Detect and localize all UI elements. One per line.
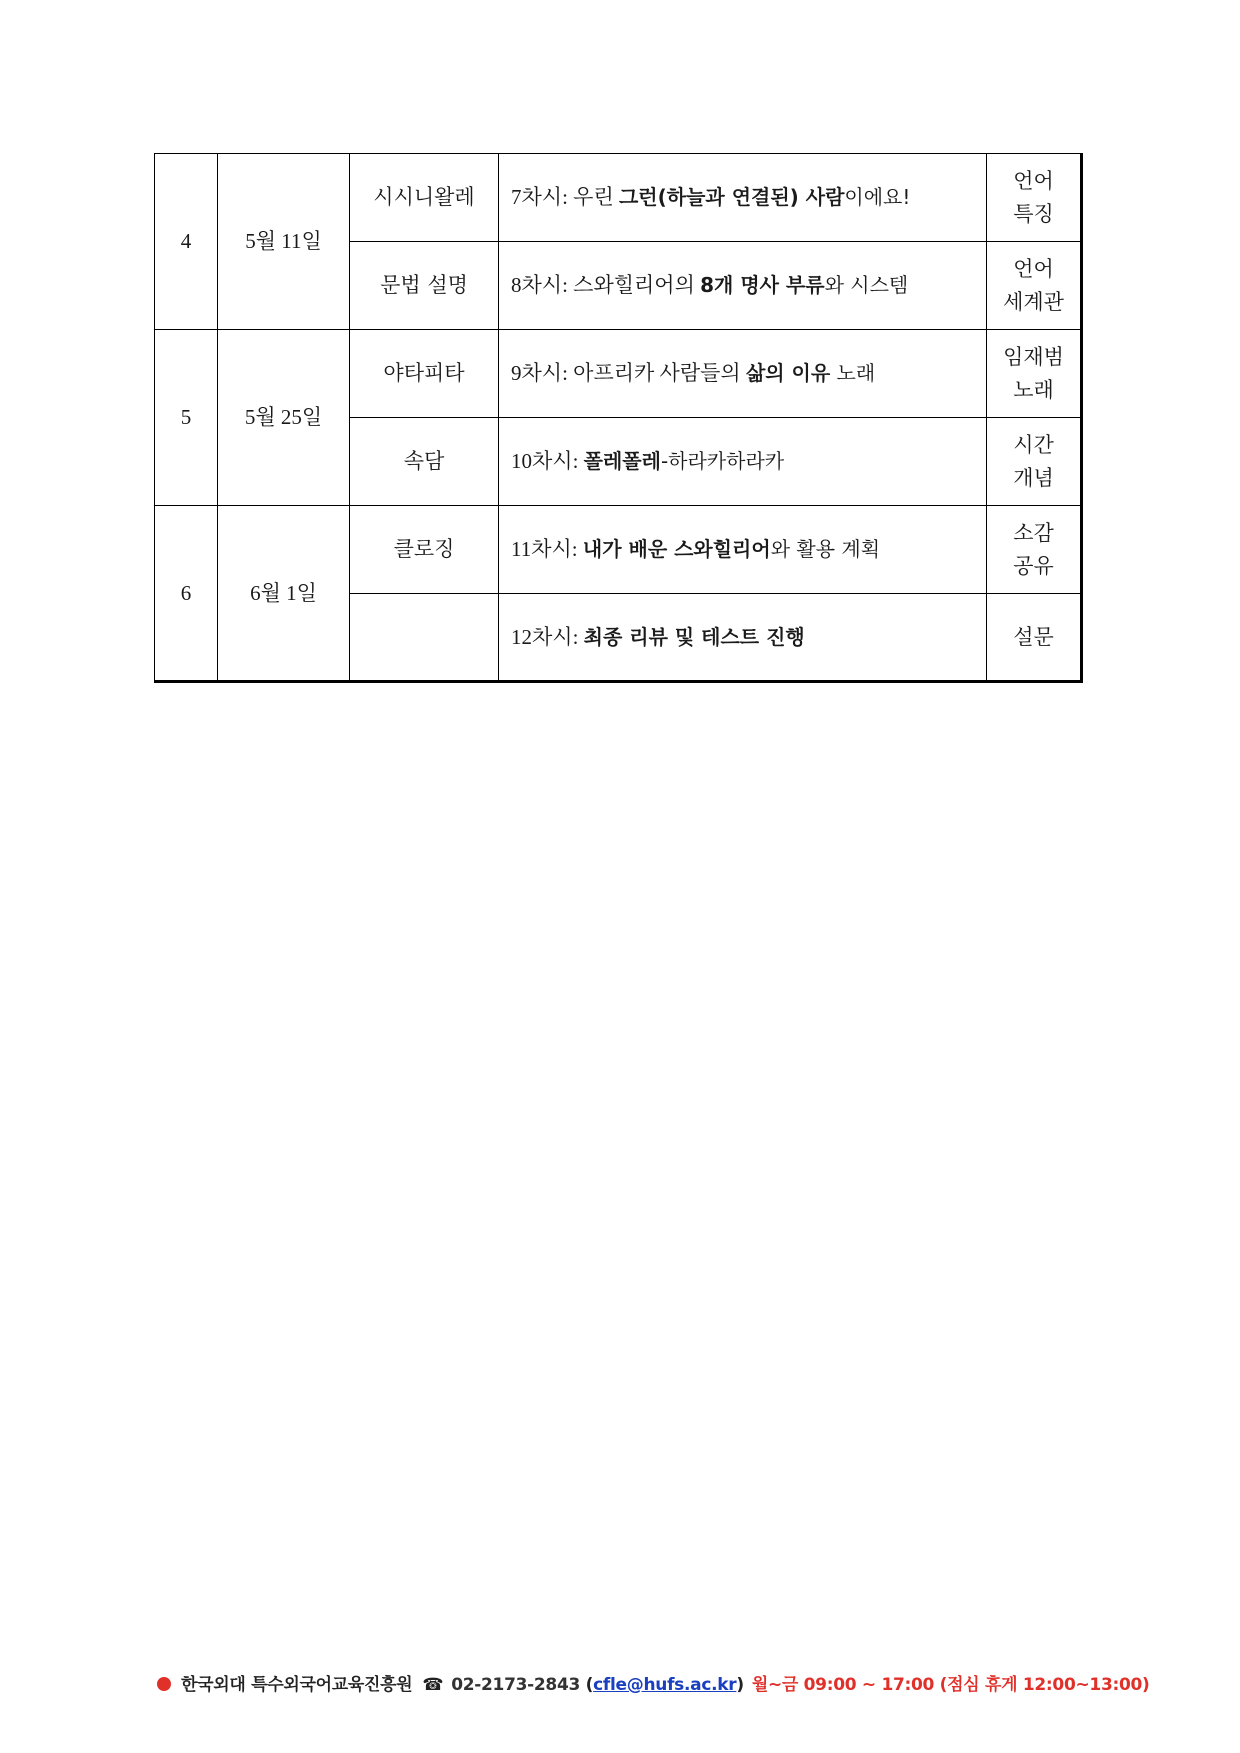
lesson-topic [350, 594, 499, 682]
lesson-content: 7차시: 우린 그런(하늘과 연결된) 사람이에요! [499, 154, 987, 242]
phone-icon: ☎ [422, 1675, 444, 1695]
lesson-note: 시간 개념 [987, 418, 1082, 506]
session-number: 4 [155, 154, 218, 330]
table-row [155, 506, 1082, 594]
footer-email-link[interactable]: cfle@hufs.ac.kr [593, 1675, 737, 1695]
footer-hours: 월~금 09:00 ~ 17:00 (점심 휴게 12:00~13:00) [751, 1675, 1150, 1695]
footer-org: 한국외대 특수외국어교육진흥원 [181, 1675, 413, 1695]
lesson-topic: 야타피타 [350, 330, 499, 418]
lesson-topic: 시시니왈레 [350, 154, 499, 242]
table-row [155, 154, 1082, 242]
lesson-topic: 클로징 [350, 506, 499, 594]
lesson-note: 설문 [987, 594, 1082, 682]
lesson-content: 9차시: 아프리카 사람들의 삶의 이유 노래 [499, 330, 987, 418]
lesson-note: 언어 특징 [987, 154, 1082, 242]
lesson-note: 임재범 노래 [987, 330, 1082, 418]
red-dot-icon [157, 1677, 171, 1691]
email-close-paren: ) [736, 1675, 744, 1695]
schedule-table [154, 153, 1083, 683]
session-date: 5월 25일 [218, 330, 350, 506]
lesson-content: 11차시: 내가 배운 스와힐리어와 활용 계획 [499, 506, 987, 594]
lesson-note: 언어 세계관 [987, 242, 1082, 330]
lesson-content: 12차시: 최종 리뷰 및 테스트 진행 [499, 594, 987, 682]
session-number: 6 [155, 506, 218, 682]
session-date: 5월 11일 [218, 154, 350, 330]
lesson-topic: 속담 [350, 418, 499, 506]
table-row [155, 330, 1082, 418]
session-date: 6월 1일 [218, 506, 350, 682]
page-footer [157, 1670, 1197, 1695]
footer-phone: 02-2173-2843 [451, 1675, 581, 1695]
session-number: 5 [155, 330, 218, 506]
lesson-content: 10차시: 폴레폴레-하라카하라카 [499, 418, 987, 506]
lesson-note: 소감 공유 [987, 506, 1082, 594]
lesson-topic: 문법 설명 [350, 242, 499, 330]
lesson-content: 8차시: 스와힐리어의 8개 명사 부류와 시스템 [499, 242, 987, 330]
email-open-paren: ( [585, 1675, 594, 1695]
